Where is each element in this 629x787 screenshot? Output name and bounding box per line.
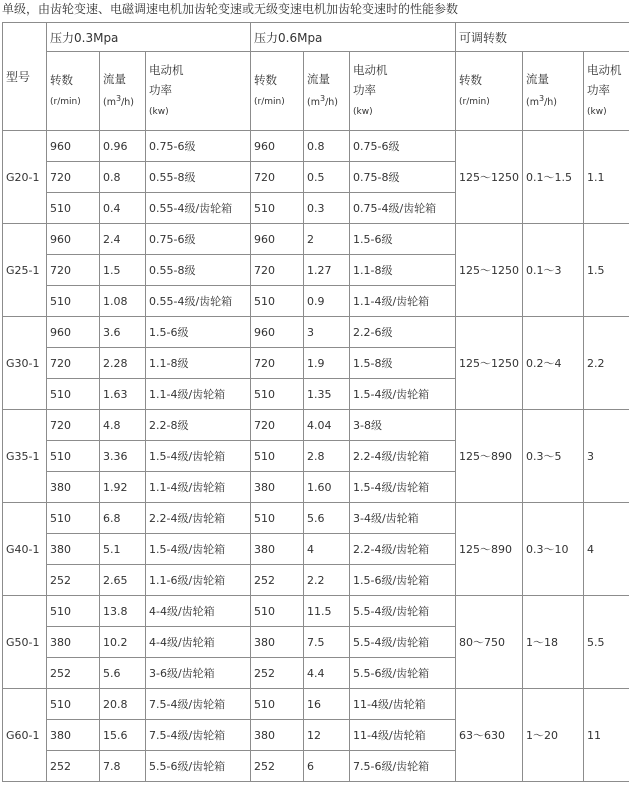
power-cell-06: 0.75-8级	[350, 162, 456, 193]
flow-cell-06: 2	[304, 224, 350, 255]
power-cell-03: 1.1-4级/齿轮箱	[146, 472, 251, 503]
speed-cell-03: 252	[47, 751, 100, 782]
speed-cell-06: 720	[251, 348, 304, 379]
speed-cell-06: 720	[251, 162, 304, 193]
flow-cell-06: 1.27	[304, 255, 350, 286]
flow-cell-03: 6.8	[100, 503, 146, 534]
speed-cell-06: 510	[251, 286, 304, 317]
flow-cell-06: 0.3	[304, 193, 350, 224]
speed-cell-06: 960	[251, 224, 304, 255]
power-cell-06: 0.75-6级	[350, 131, 456, 162]
power-cell-06: 5.5-4级/齿轮箱	[350, 627, 456, 658]
speed-cell-03: 510	[47, 689, 100, 720]
power-cell-06: 11-4级/齿轮箱	[350, 720, 456, 751]
model-cell: G50-1	[3, 596, 47, 689]
power-cell-06: 1.1-4级/齿轮箱	[350, 286, 456, 317]
power-cell-03: 2.2-4级/齿轮箱	[146, 503, 251, 534]
model-cell: G20-1	[3, 131, 47, 224]
table-row	[3, 410, 629, 441]
adjustable-speed-cell: 125～1250	[456, 317, 523, 410]
adjustable-power-cell: 11	[584, 689, 629, 782]
adjustable-speed-cell: 63～630	[456, 689, 523, 782]
adjustable-flow-cell: 0.3～5	[523, 410, 584, 503]
flow-cell-03: 2.4	[100, 224, 146, 255]
flow-cell-06: 12	[304, 720, 350, 751]
flow-cell-06: 0.9	[304, 286, 350, 317]
power-cell-03: 0.55-4级/齿轮箱	[146, 193, 251, 224]
speed-cell-03: 252	[47, 565, 100, 596]
speed-cell-06: 960	[251, 317, 304, 348]
speed-cell-03: 380	[47, 534, 100, 565]
power-cell-03: 1.1-8级	[146, 348, 251, 379]
flow-cell-03: 0.96	[100, 131, 146, 162]
power-cell-03: 0.55-8级	[146, 162, 251, 193]
power-cell-06: 2.2-4级/齿轮箱	[350, 441, 456, 472]
speed-cell-06: 252	[251, 751, 304, 782]
power-cell-06: 1.5-4级/齿轮箱	[350, 379, 456, 410]
flow-cell-03: 2.28	[100, 348, 146, 379]
flow-cell-06: 4.4	[304, 658, 350, 689]
flow-cell-06: 4	[304, 534, 350, 565]
flow-cell-06: 0.5	[304, 162, 350, 193]
power-cell-06: 2.2-4级/齿轮箱	[350, 534, 456, 565]
header-power-2: 电动机 功率 (kw)	[350, 52, 456, 131]
header-row-columns	[3, 52, 629, 131]
speed-cell-06: 510	[251, 503, 304, 534]
flow-cell-06: 1.9	[304, 348, 350, 379]
flow-cell-03: 1.63	[100, 379, 146, 410]
power-cell-06: 11-4级/齿轮箱	[350, 689, 456, 720]
flow-cell-06: 3	[304, 317, 350, 348]
power-cell-03: 1.5-6级	[146, 317, 251, 348]
flow-cell-03: 1.5	[100, 255, 146, 286]
power-cell-06: 5.5-6级/齿轮箱	[350, 658, 456, 689]
power-cell-06: 7.5-6级/齿轮箱	[350, 751, 456, 782]
speed-cell-03: 380	[47, 472, 100, 503]
flow-cell-06: 0.8	[304, 131, 350, 162]
flow-cell-06: 5.6	[304, 503, 350, 534]
header-power-3: 电动机 功率 (kw)	[584, 52, 629, 131]
power-cell-06: 1.5-6级	[350, 224, 456, 255]
header-flow-3: 流量 $(m^3/h)$	[523, 52, 584, 131]
header-group-pressure-03: 压力0.3Mpa	[47, 23, 251, 52]
model-cell: G40-1	[3, 503, 47, 596]
flow-cell-03: 1.92	[100, 472, 146, 503]
flow-cell-03: 3.6	[100, 317, 146, 348]
adjustable-power-cell: 1.1	[584, 131, 629, 224]
flow-cell-03: 15.6	[100, 720, 146, 751]
adjustable-flow-cell: 1～20	[523, 689, 584, 782]
flow-cell-03: 10.2	[100, 627, 146, 658]
flow-cell-06: 2.8	[304, 441, 350, 472]
model-cell: G35-1	[3, 410, 47, 503]
power-cell-03: 0.55-8级	[146, 255, 251, 286]
speed-cell-06: 380	[251, 627, 304, 658]
power-cell-03: 7.5-4级/齿轮箱	[146, 689, 251, 720]
speed-cell-03: 380	[47, 627, 100, 658]
speed-cell-06: 252	[251, 658, 304, 689]
flow-cell-03: 2.65	[100, 565, 146, 596]
speed-cell-03: 960	[47, 131, 100, 162]
flow-cell-06: 4.04	[304, 410, 350, 441]
flow-cell-03: 0.4	[100, 193, 146, 224]
table-row	[3, 503, 629, 534]
speed-cell-03: 510	[47, 503, 100, 534]
power-cell-03: 4-4级/齿轮箱	[146, 627, 251, 658]
flow-cell-03: 0.8	[100, 162, 146, 193]
model-cell: G25-1	[3, 224, 47, 317]
power-cell-06: 5.5-4级/齿轮箱	[350, 596, 456, 627]
header-flow-2: 流量 $(m^3/h)$	[304, 52, 350, 131]
header-speed-3: 转数 (r/min)	[456, 52, 523, 131]
table-caption: 单级，由齿轮变速、电磁调速电机加齿轮变速或无级变速电机加齿轮变速时的性能参数	[2, 2, 459, 16]
power-cell-03: 0.55-4级/齿轮箱	[146, 286, 251, 317]
power-cell-03: 1.5-4级/齿轮箱	[146, 441, 251, 472]
flow-cell-03: 20.8	[100, 689, 146, 720]
speed-cell-06: 252	[251, 565, 304, 596]
header-model: 型号	[3, 23, 47, 131]
flow-cell-03: 13.8	[100, 596, 146, 627]
adjustable-flow-cell: 0.1～3	[523, 224, 584, 317]
flow-cell-06: 11.5	[304, 596, 350, 627]
power-cell-06: 1.1-8级	[350, 255, 456, 286]
speed-cell-06: 720	[251, 255, 304, 286]
flow-cell-03: 5.1	[100, 534, 146, 565]
speed-cell-06: 960	[251, 131, 304, 162]
power-cell-03: 4-4级/齿轮箱	[146, 596, 251, 627]
adjustable-power-cell: 4	[584, 503, 629, 596]
speed-cell-03: 720	[47, 255, 100, 286]
table-row	[3, 131, 629, 162]
power-cell-06: 3-8级	[350, 410, 456, 441]
power-cell-03: 2.2-8级	[146, 410, 251, 441]
adjustable-speed-cell: 125～890	[456, 503, 523, 596]
header-group-adjustable: 可调转数	[456, 23, 629, 52]
speed-cell-03: 720	[47, 162, 100, 193]
power-cell-03: 3-6级/齿轮箱	[146, 658, 251, 689]
speed-cell-03: 720	[47, 348, 100, 379]
header-speed-2: 转数 (r/min)	[251, 52, 304, 131]
speed-cell-03: 510	[47, 596, 100, 627]
speed-cell-06: 380	[251, 534, 304, 565]
flow-cell-06: 1.35	[304, 379, 350, 410]
adjustable-flow-cell: 0.1～1.5	[523, 131, 584, 224]
table-row	[3, 224, 629, 255]
speed-cell-06: 510	[251, 596, 304, 627]
adjustable-power-cell: 1.5	[584, 224, 629, 317]
power-cell-06: 3-4级/齿轮箱	[350, 503, 456, 534]
power-cell-06: 1.5-8级	[350, 348, 456, 379]
adjustable-speed-cell: 125～890	[456, 410, 523, 503]
speed-cell-06: 510	[251, 441, 304, 472]
speed-cell-03: 380	[47, 720, 100, 751]
model-cell: G60-1	[3, 689, 47, 782]
speed-cell-03: 252	[47, 658, 100, 689]
table-row	[3, 596, 629, 627]
power-cell-03: 7.5-4级/齿轮箱	[146, 720, 251, 751]
speed-cell-03: 510	[47, 379, 100, 410]
speed-cell-06: 510	[251, 193, 304, 224]
table-row	[3, 317, 629, 348]
power-cell-06: 0.75-4级/齿轮箱	[350, 193, 456, 224]
flow-cell-06: 2.2	[304, 565, 350, 596]
flow-cell-06: 6	[304, 751, 350, 782]
header-row-groups	[3, 23, 629, 52]
adjustable-flow-cell: 1～18	[523, 596, 584, 689]
flow-cell-03: 3.36	[100, 441, 146, 472]
power-cell-03: 1.1-4级/齿轮箱	[146, 379, 251, 410]
speed-cell-06: 720	[251, 410, 304, 441]
flow-cell-06: 7.5	[304, 627, 350, 658]
flow-cell-06: 1.60	[304, 472, 350, 503]
adjustable-flow-cell: 0.3～10	[523, 503, 584, 596]
header-power-1: 电动机 功率 (kw)	[146, 52, 251, 131]
adjustable-flow-cell: 0.2～4	[523, 317, 584, 410]
flow-cell-03: 7.8	[100, 751, 146, 782]
adjustable-speed-cell: 125～1250	[456, 131, 523, 224]
flow-cell-03: 1.08	[100, 286, 146, 317]
table-body	[3, 131, 629, 782]
adjustable-power-cell: 3	[584, 410, 629, 503]
speed-cell-03: 510	[47, 441, 100, 472]
speed-cell-03: 960	[47, 224, 100, 255]
power-cell-03: 1.1-6级/齿轮箱	[146, 565, 251, 596]
performance-table	[2, 22, 629, 782]
speed-cell-06: 380	[251, 472, 304, 503]
power-cell-06: 2.2-6级	[350, 317, 456, 348]
header-speed-1: 转数 (r/min)	[47, 52, 100, 131]
flow-cell-03: 5.6	[100, 658, 146, 689]
adjustable-speed-cell: 125～1250	[456, 224, 523, 317]
speed-cell-06: 510	[251, 689, 304, 720]
table-row	[3, 689, 629, 720]
speed-cell-03: 720	[47, 410, 100, 441]
power-cell-06: 1.5-6级/齿轮箱	[350, 565, 456, 596]
power-cell-03: 0.75-6级	[146, 224, 251, 255]
adjustable-power-cell: 2.2	[584, 317, 629, 410]
model-cell: G30-1	[3, 317, 47, 410]
flow-cell-06: 16	[304, 689, 350, 720]
speed-cell-06: 380	[251, 720, 304, 751]
speed-cell-03: 510	[47, 193, 100, 224]
power-cell-03: 0.75-6级	[146, 131, 251, 162]
header-group-pressure-06: 压力0.6Mpa	[251, 23, 456, 52]
adjustable-speed-cell: 80～750	[456, 596, 523, 689]
adjustable-power-cell: 5.5	[584, 596, 629, 689]
power-cell-06: 1.5-4级/齿轮箱	[350, 472, 456, 503]
speed-cell-06: 510	[251, 379, 304, 410]
power-cell-03: 1.5-4级/齿轮箱	[146, 534, 251, 565]
header-flow-1: 流量 $(m^3/h)$	[100, 52, 146, 131]
flow-cell-03: 4.8	[100, 410, 146, 441]
speed-cell-03: 510	[47, 286, 100, 317]
power-cell-03: 5.5-6级/齿轮箱	[146, 751, 251, 782]
speed-cell-03: 960	[47, 317, 100, 348]
